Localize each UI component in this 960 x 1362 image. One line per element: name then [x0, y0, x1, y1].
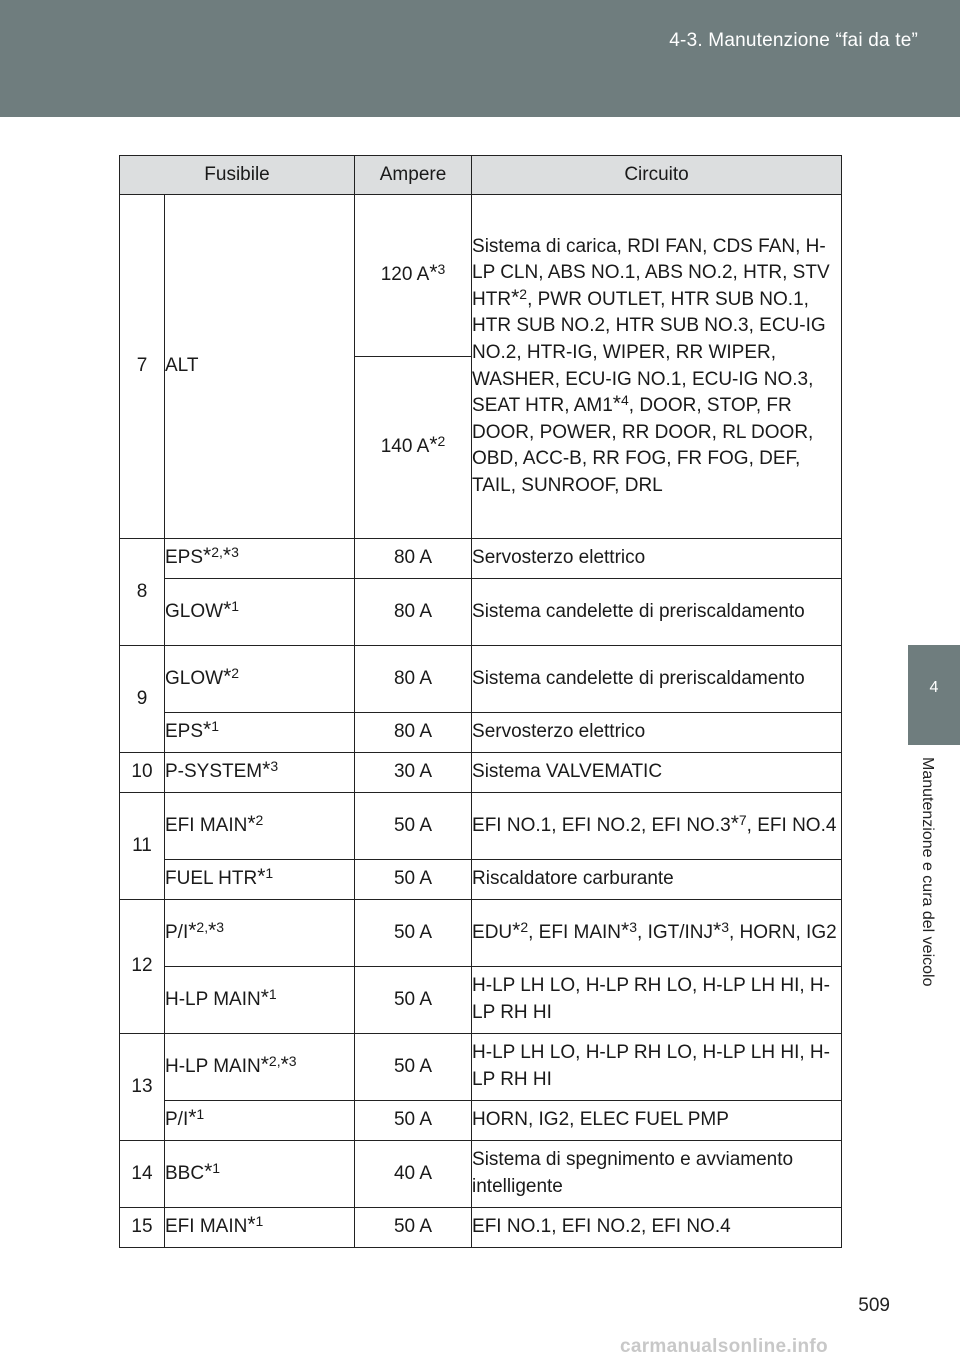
asterisk-icon: *	[262, 758, 271, 782]
table-header-row	[120, 156, 842, 195]
fuse-circuit: EFI NO.1, EFI NO.2, EFI NO.4	[472, 1208, 842, 1248]
header-fusibile: Fusibile	[120, 156, 355, 195]
chapter-tab	[908, 645, 960, 745]
fuse-name: BBC*$^1$	[165, 1141, 355, 1208]
fuse-number: 10	[120, 753, 165, 793]
fuse-circuit: H-LP LH LO, H-LP RH LO, H-LP LH HI, H-LP RH HI	[472, 967, 842, 1034]
asterisk-icon: *	[621, 918, 630, 942]
fuse-number: 15	[120, 1208, 165, 1248]
asterisk-icon: *	[260, 1052, 269, 1076]
fuse-ampere: 50 A	[355, 900, 472, 967]
table-row	[120, 860, 842, 900]
table-row	[120, 753, 842, 793]
fuse-name: H-LP MAIN*$^1$	[165, 967, 355, 1034]
fuse-name: P-SYSTEM*$^3$	[165, 753, 355, 793]
fuse-circuit: Sistema di carica, RDI FAN, CDS FAN, H-LP CLN, ABS NO.1, ABS NO.2, HTR, STV HTR*$^2$, PWR OUTLET, HTR SUB NO.1, HTR SUB NO.2, HTR SUB NO.3, ECU-IG NO.2, HTR-IG, WIPER, RR WIPER, WASHER, ECU-IG NO.1, ECU-IG NO.3, SEAT HTR, AM1*$^4$, DOOR, STOP, FR DOOR, POWER, RR DOOR, RL DOOR, OBD, ACC-B, RR FOG, FR FOG, DEF, TAIL, SUNROOF, DRL	[472, 195, 842, 539]
fuse-ampere: 80 A	[355, 539, 472, 579]
fuse-number: 11	[120, 793, 165, 900]
fuse-ampere: 50 A	[355, 1208, 472, 1248]
asterisk-icon: *	[223, 664, 232, 688]
table-row	[120, 1101, 842, 1141]
table-row	[120, 713, 842, 753]
table-row	[120, 1208, 842, 1248]
table-row	[120, 900, 842, 967]
asterisk-icon: *	[730, 811, 739, 835]
fuse-ampere: 30 A	[355, 753, 472, 793]
table-row	[120, 1034, 842, 1101]
fuse-ampere: 40 A	[355, 1141, 472, 1208]
table-row	[120, 1141, 842, 1208]
fuse-circuit: Sistema candelette di preriscaldamento	[472, 646, 842, 713]
asterisk-icon: *	[612, 392, 621, 416]
fuse-ampere: 80 A	[355, 646, 472, 713]
asterisk-icon: *	[257, 865, 266, 889]
fuse-name: GLOW*$^1$	[165, 579, 355, 646]
fuse-number: 7	[120, 195, 165, 539]
table-row	[120, 967, 842, 1034]
fuse-number: 12	[120, 900, 165, 1034]
fuse-ampere: 50 A	[355, 1034, 472, 1101]
fuse-name: EFI MAIN*$^1$	[165, 1208, 355, 1248]
fuse-ampere: 120 A*$^3$	[355, 195, 472, 357]
fuse-ampere: 50 A	[355, 967, 472, 1034]
fuse-circuit: HORN, IG2, ELEC FUEL PMP	[472, 1101, 842, 1141]
header-circuito: Circuito	[472, 156, 842, 195]
asterisk-icon: *	[247, 811, 256, 835]
fuse-circuit: H-LP LH LO, H-LP RH LO, H-LP LH HI, H-LP RH HI	[472, 1034, 842, 1101]
chapter-label: Manutenzione e cura del veicolo	[919, 757, 936, 987]
asterisk-icon: *	[713, 918, 722, 942]
table-row	[120, 579, 842, 646]
fuse-name: P/I*$^1$	[165, 1101, 355, 1141]
fuse-name: P/I*$^{2,}$*$^3$	[165, 900, 355, 967]
asterisk-icon: *	[203, 544, 212, 568]
fuse-ampere: 50 A	[355, 860, 472, 900]
asterisk-icon: *	[188, 1106, 197, 1130]
asterisk-icon: *	[260, 985, 269, 1009]
fuse-name: ALT	[165, 195, 355, 539]
fuse-ampere: 80 A	[355, 713, 472, 753]
fuse-ampere: 50 A	[355, 793, 472, 860]
fuse-number: 14	[120, 1141, 165, 1208]
fuse-circuit: Sistema di spegnimento e avviamento intelligente	[472, 1141, 842, 1208]
fuse-name: EPS*$^{2,}$*$^3$	[165, 539, 355, 579]
fuse-name: EFI MAIN*$^2$	[165, 793, 355, 860]
fuse-circuit: Servosterzo elettrico	[472, 539, 842, 579]
asterisk-icon: *	[280, 1052, 289, 1076]
asterisk-icon: *	[429, 433, 438, 457]
fuse-number: 13	[120, 1034, 165, 1141]
fuse-table	[119, 155, 842, 1248]
table-row	[120, 793, 842, 860]
fuse-ampere: 80 A	[355, 579, 472, 646]
asterisk-icon: *	[247, 1213, 256, 1237]
asterisk-icon: *	[188, 918, 197, 942]
asterisk-icon: *	[203, 718, 212, 742]
fuse-name: FUEL HTR*$^1$	[165, 860, 355, 900]
header-ampere: Ampere	[355, 156, 472, 195]
section-title: 4-3. Manutenzione “fai da te”	[669, 30, 918, 51]
table-row	[120, 646, 842, 713]
asterisk-icon: *	[208, 918, 217, 942]
fuse-circuit: Sistema candelette di preriscaldamento	[472, 579, 842, 646]
chapter-number: 4	[929, 679, 939, 696]
asterisk-icon: *	[222, 544, 232, 568]
asterisk-icon: *	[512, 918, 521, 942]
fuse-name: EPS*$^1$	[165, 713, 355, 753]
fuse-ampere: 50 A	[355, 1101, 472, 1141]
fuse-circuit: EDU*$^2$, EFI MAIN*$^3$, IGT/INJ*$^3$, HORN, IG2	[472, 900, 842, 967]
page-number: 509	[858, 1295, 890, 1316]
watermark: carmanualsonline.info	[620, 1336, 828, 1357]
fuse-circuit: EFI NO.1, EFI NO.2, EFI NO.3*$^7$, EFI NO.4	[472, 793, 842, 860]
fuse-circuit: Sistema VALVEMATIC	[472, 753, 842, 793]
fuse-name: H-LP MAIN*$^{2,}$*$^3$	[165, 1034, 355, 1101]
fuse-ampere: 140 A*$^2$	[355, 357, 472, 539]
asterisk-icon: *	[511, 285, 520, 309]
fuse-name: GLOW*$^2$	[165, 646, 355, 713]
fuse-number: 8	[120, 539, 165, 646]
table-row	[120, 539, 842, 579]
page-header	[0, 0, 960, 117]
asterisk-icon: *	[223, 597, 232, 621]
asterisk-icon: *	[204, 1159, 213, 1183]
asterisk-icon: *	[429, 261, 438, 285]
fuse-number: 9	[120, 646, 165, 753]
fuse-circuit: Servosterzo elettrico	[472, 713, 842, 753]
fuse-circuit: Riscaldatore carburante	[472, 860, 842, 900]
table-row	[120, 195, 842, 357]
